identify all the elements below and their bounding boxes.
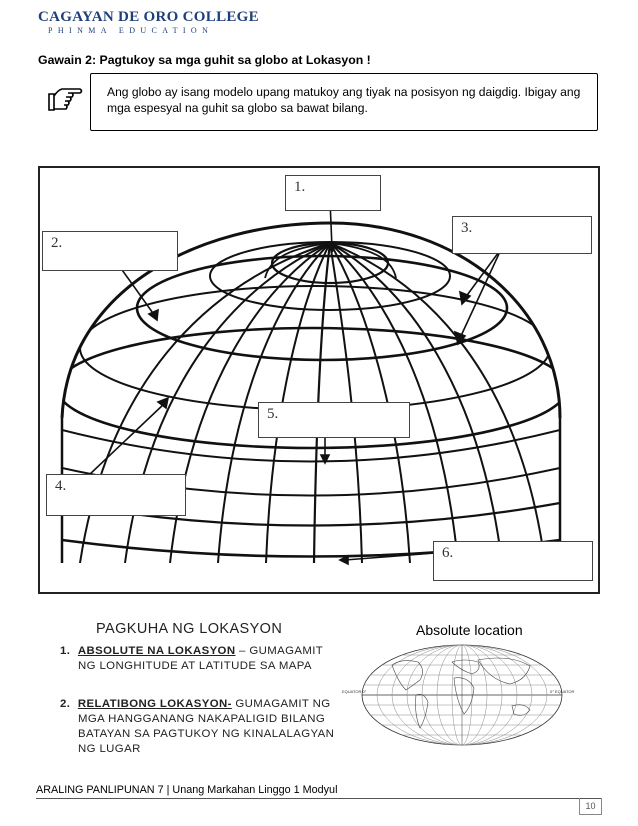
location-heading: PAGKUHA NG LOKASYON (96, 621, 283, 637)
item-1-line-2: NG LONGHITUDE AT LATITUDE SA MAPA (78, 660, 312, 672)
globe-label-4: 4. (46, 474, 186, 516)
item-2-line-3: BATAYAN SA PAGTUKOY NG KINALALAGYAN (78, 728, 335, 740)
globe-diagram (38, 166, 600, 594)
item-1-term: ABSOLUTE NA LOKASYON (77, 645, 236, 657)
item-2-number: 2. (60, 698, 71, 710)
footer-text: ARALING PANLIPUNAN 7 | Unang Markahan Linggo 1 Modyul (36, 784, 338, 796)
globe-label-2: 2. (42, 231, 178, 271)
globe-label-5: 5. (258, 402, 410, 438)
globe-label-1: 1. (285, 175, 381, 211)
item-1-line-1 (60, 644, 323, 659)
item-2-term: RELATIBONG LOKASYON- (77, 698, 232, 710)
map-equator-right: 0° EQUATOR (550, 689, 575, 694)
footer-divider (36, 798, 602, 799)
college-subtitle: PHINMA EDUCATION (48, 26, 214, 35)
college-name: CAGAYAN DE ORO COLLEGE (38, 9, 259, 25)
item-2-line-1 (60, 697, 331, 712)
instruction-text: Ang globo ay isang modelo upang matukoy ang tiyak na posisyon ng daigdig. Ibigay ang mga espesyal na guhit sa globo sa bawat bilang. (107, 85, 581, 115)
globe-label-3: 3. (452, 216, 592, 254)
absolute-location-title: Absolute location (416, 622, 523, 638)
item-2-rest: GUMAGAMIT NG (231, 698, 331, 710)
item-1-rest: – GUMAGAMIT (235, 645, 324, 657)
page-number: 10 (579, 798, 602, 815)
activity-title: Gawain 2: Pagtukoy sa mga guhit sa globo at Lokasyon ! (38, 53, 371, 67)
item-2-line-2: MGA HANGGANANG NAKAPALIGID BILANG (78, 713, 326, 725)
globe-label-6: 6. (433, 541, 593, 581)
item-1-number: 1. (60, 645, 71, 657)
item-2-line-4: NG LUGAR (78, 743, 141, 755)
map-equator-left: EQUATOR 0° (342, 689, 367, 694)
pointing-hand-icon (46, 82, 84, 114)
world-map-grid (340, 640, 580, 750)
